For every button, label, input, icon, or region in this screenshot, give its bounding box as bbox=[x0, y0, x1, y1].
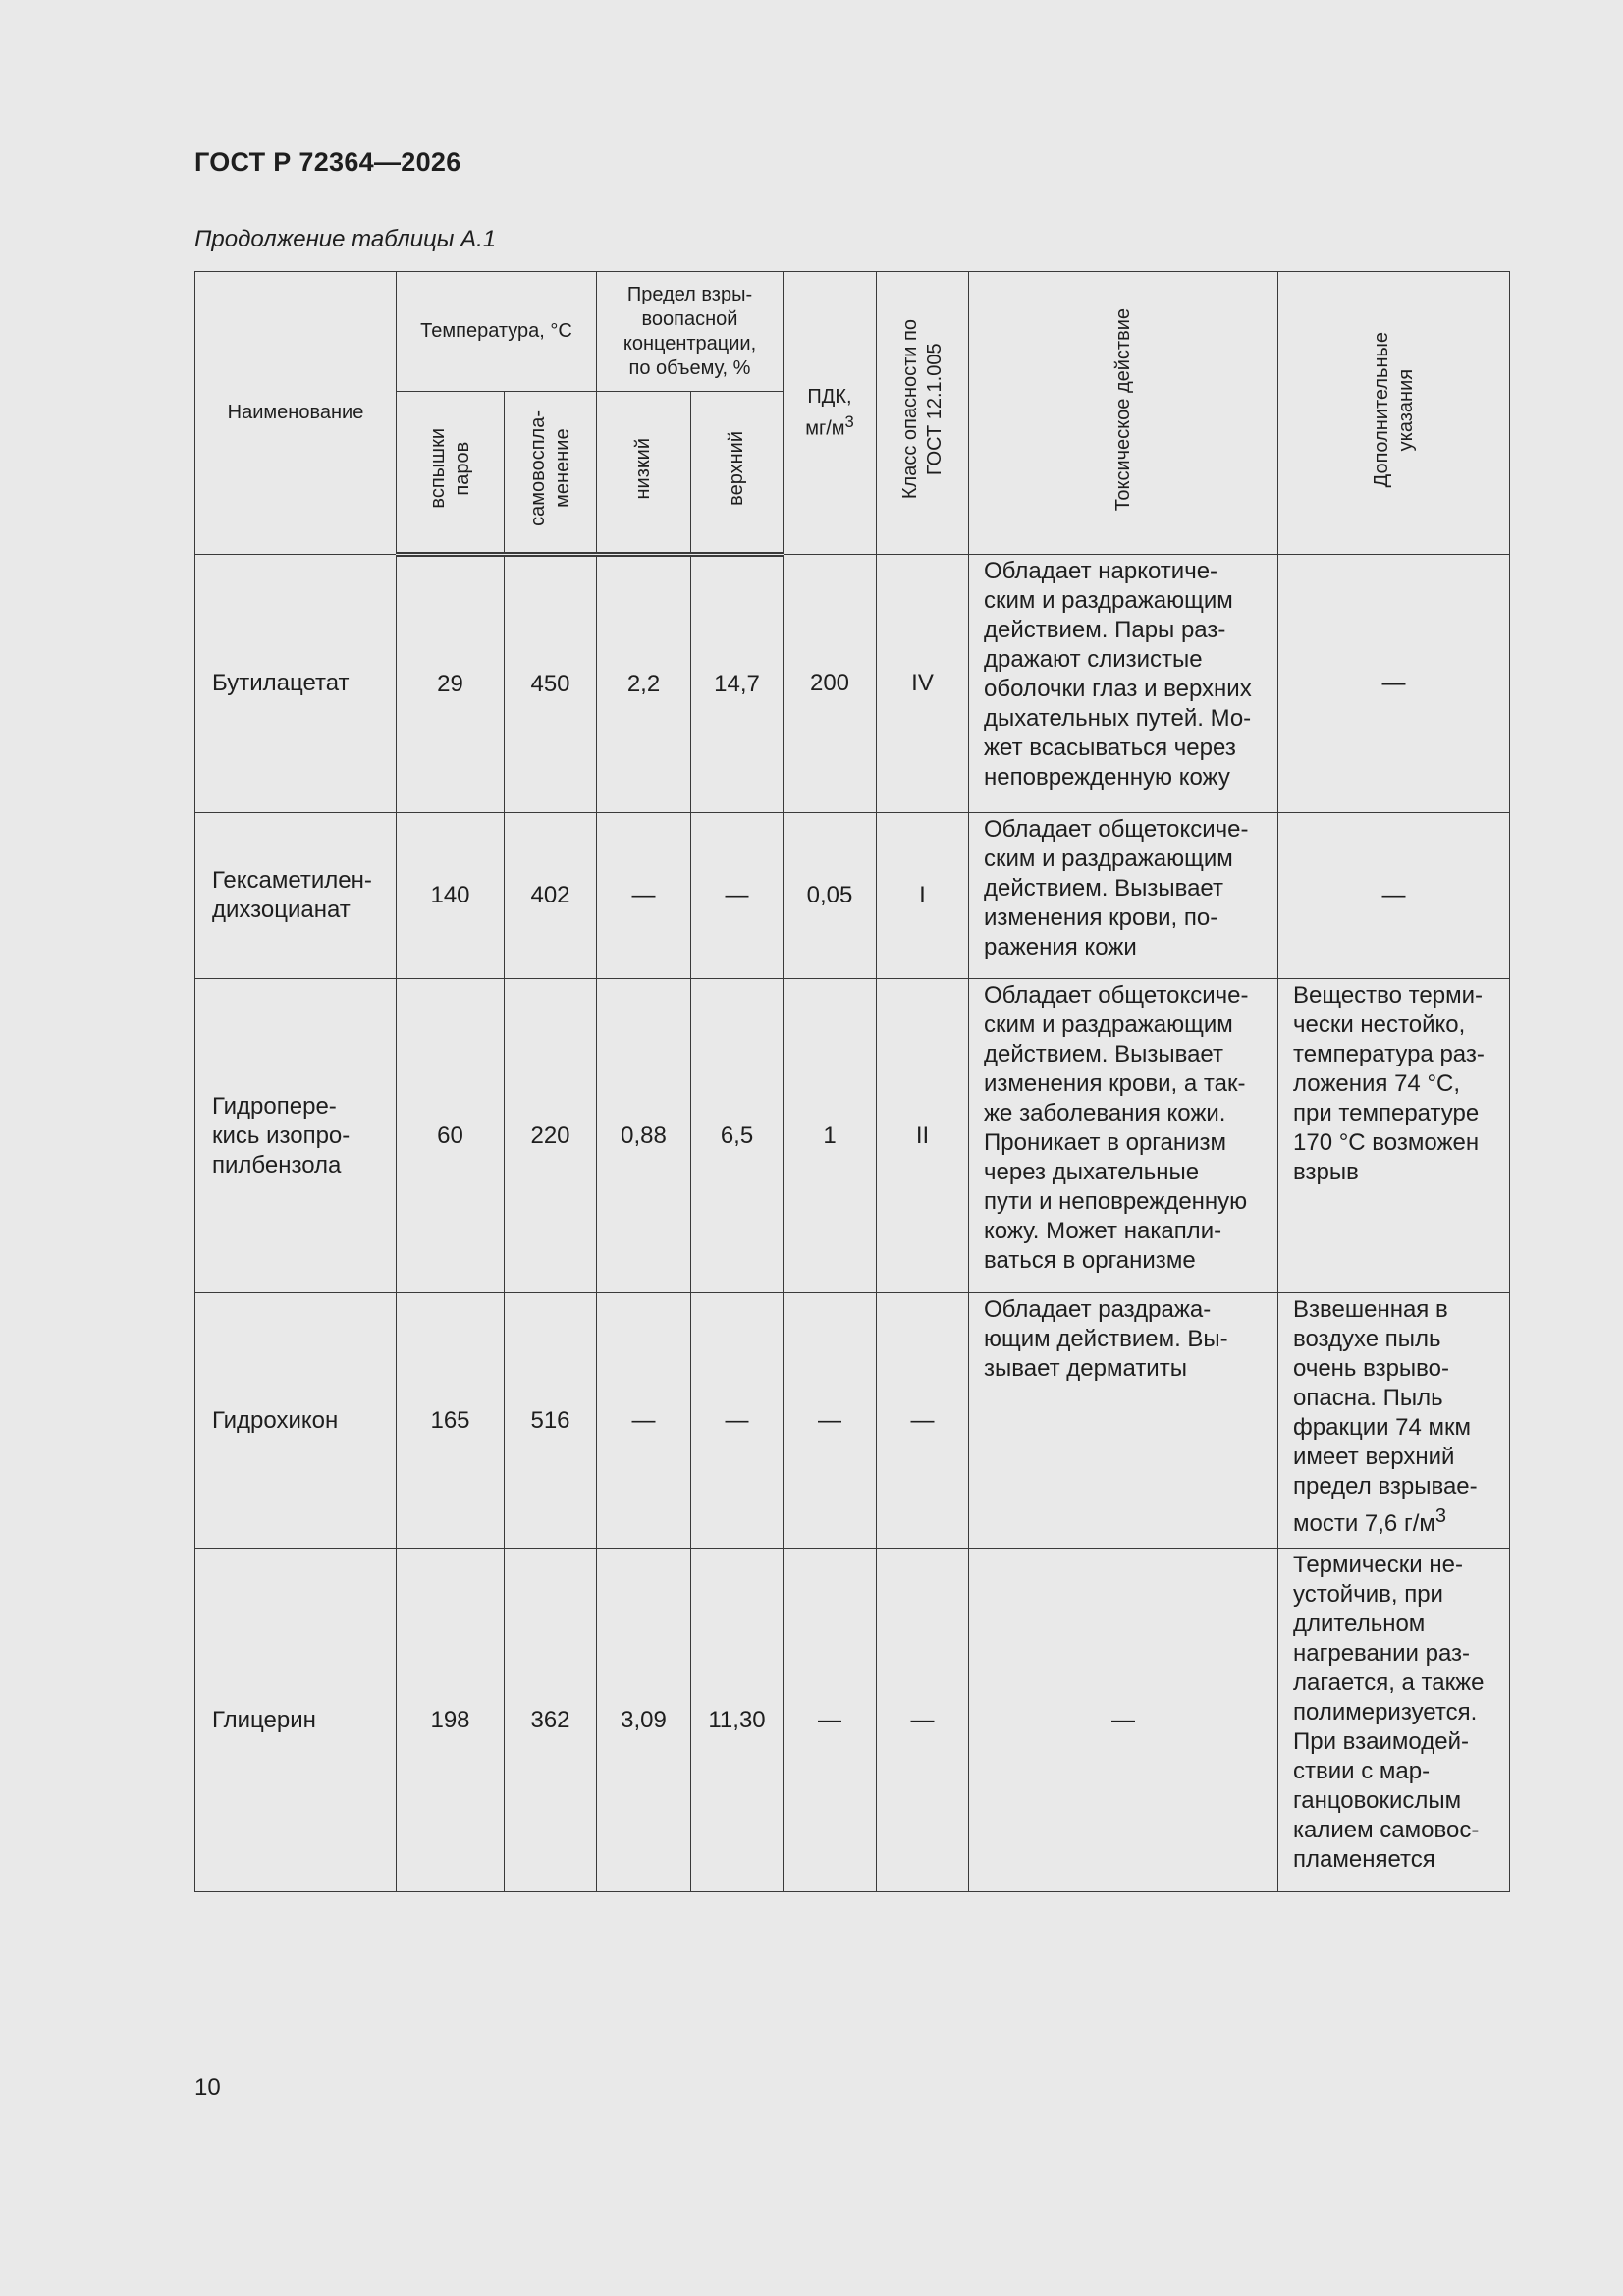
cell-hazard-class: IV bbox=[877, 555, 969, 813]
substances-table bbox=[194, 271, 1510, 1892]
cell-toxic: Обладает общетоксиче- ским и раздражающим действием. Вызывает изменения крови, по- ражения кожи bbox=[969, 813, 1278, 979]
cell-mac: — bbox=[784, 1293, 877, 1549]
header-name: Наименование bbox=[195, 272, 397, 555]
header-explosive-limit: Предел взры- воопасной концентрации, по объему, % bbox=[597, 272, 784, 392]
cell-upper: 6,5 bbox=[691, 979, 784, 1293]
cell-autoignition: 362 bbox=[505, 1549, 597, 1892]
cell-mac: 0,05 bbox=[784, 813, 877, 979]
cell-notes: Вещество терми- чески нестойко, температура раз- ложения 74 °С, при температуре 170 °С возможен взрыв bbox=[1278, 979, 1510, 1293]
cell-flash: 198 bbox=[397, 1549, 505, 1892]
cell-upper: 14,7 bbox=[691, 555, 784, 813]
cell-flash: 140 bbox=[397, 813, 505, 979]
cell-upper: — bbox=[691, 1293, 784, 1549]
cell-name: Гексаметилен- дихзоцианат bbox=[195, 813, 397, 979]
cell-flash: 29 bbox=[397, 555, 505, 813]
cell-notes: Взвешенная в воздухе пыль очень взрыво- опасна. Пыль фракции 74 мкм имеет верхний предел взрывае- мости 7,6 $г/м^3$ bbox=[1278, 1293, 1510, 1549]
cell-name: Гидрохикон bbox=[195, 1293, 397, 1549]
cell-lower: 0,88 bbox=[597, 979, 691, 1293]
cell-toxic: Обладает общетоксиче- ским и раздражающим действием. Вызывает изменения крови, а так- же заболевания кожи. Проникает в организм через дыхательные пути и неповрежденную кожу. Может накапли- ваться в организме bbox=[969, 979, 1278, 1293]
cell-upper: 11,30 bbox=[691, 1549, 784, 1892]
table-row bbox=[195, 1293, 1510, 1549]
cell-lower: 2,2 bbox=[597, 555, 691, 813]
cell-name: Гидропере- кись изопро- пилбензола bbox=[195, 979, 397, 1293]
header-flash-point: вспышки паров bbox=[397, 392, 505, 555]
cell-hazard-class: — bbox=[877, 1549, 969, 1892]
cell-lower: 3,09 bbox=[597, 1549, 691, 1892]
cell-hazard-class: I bbox=[877, 813, 969, 979]
table-row bbox=[195, 979, 1510, 1293]
cell-mac: 1 bbox=[784, 979, 877, 1293]
cell-mac: — bbox=[784, 1549, 877, 1892]
cell-upper: — bbox=[691, 813, 784, 979]
table-caption: Продолжение таблицы А.1 bbox=[194, 226, 497, 252]
header-temperature: Температура, °С bbox=[397, 272, 597, 392]
cell-toxic: Обладает наркотиче- ским и раздражающим действием. Пары раз- дражают слизистые оболочки глаз и верхних дыхательных путей. Мо- жет всасываться через неповрежденную кожу bbox=[969, 555, 1278, 813]
table-row bbox=[195, 813, 1510, 979]
cell-lower: — bbox=[597, 1293, 691, 1549]
cell-notes: — bbox=[1278, 813, 1510, 979]
cell-autoignition: 450 bbox=[505, 555, 597, 813]
cell-autoignition: 402 bbox=[505, 813, 597, 979]
header-mac: ПДК, $мг/м^3$ bbox=[784, 272, 877, 555]
cell-hazard-class: — bbox=[877, 1293, 969, 1549]
header-autoignition: самовоспла- менение bbox=[505, 392, 597, 555]
header-upper-limit: верхний bbox=[691, 392, 784, 555]
cell-flash: 60 bbox=[397, 979, 505, 1293]
cell-toxic: — bbox=[969, 1549, 1278, 1892]
cell-mac: 200 bbox=[784, 555, 877, 813]
cell-name: Глицерин bbox=[195, 1549, 397, 1892]
cell-notes: Термически не- устойчив, при длительном нагревании раз- лагается, а также полимеризуется. При взаимодей- ствии с мар- ганцовокислым калием самовос- пламеняется bbox=[1278, 1549, 1510, 1892]
header-hazard-class: Класс опасности по ГОСТ 12.1.005 bbox=[877, 272, 969, 555]
header-toxic-action: Токсическое действие bbox=[969, 272, 1278, 555]
cell-name: Бутилацетат bbox=[195, 555, 397, 813]
document-code: ГОСТ Р 72364—2026 bbox=[194, 147, 461, 177]
table-row bbox=[195, 555, 1510, 813]
cell-notes: — bbox=[1278, 555, 1510, 813]
cell-lower: — bbox=[597, 813, 691, 979]
cell-autoignition: 220 bbox=[505, 979, 597, 1293]
table-row bbox=[195, 1549, 1510, 1892]
cell-hazard-class: II bbox=[877, 979, 969, 1293]
header-lower-limit: низкий bbox=[597, 392, 691, 555]
cell-flash: 165 bbox=[397, 1293, 505, 1549]
cell-autoignition: 516 bbox=[505, 1293, 597, 1549]
cell-toxic: Обладает раздража- ющим действием. Вы- зывает дерматиты bbox=[969, 1293, 1278, 1549]
header-additional-notes: Дополнительные указания bbox=[1278, 272, 1510, 555]
page-number: 10 bbox=[194, 2074, 221, 2101]
